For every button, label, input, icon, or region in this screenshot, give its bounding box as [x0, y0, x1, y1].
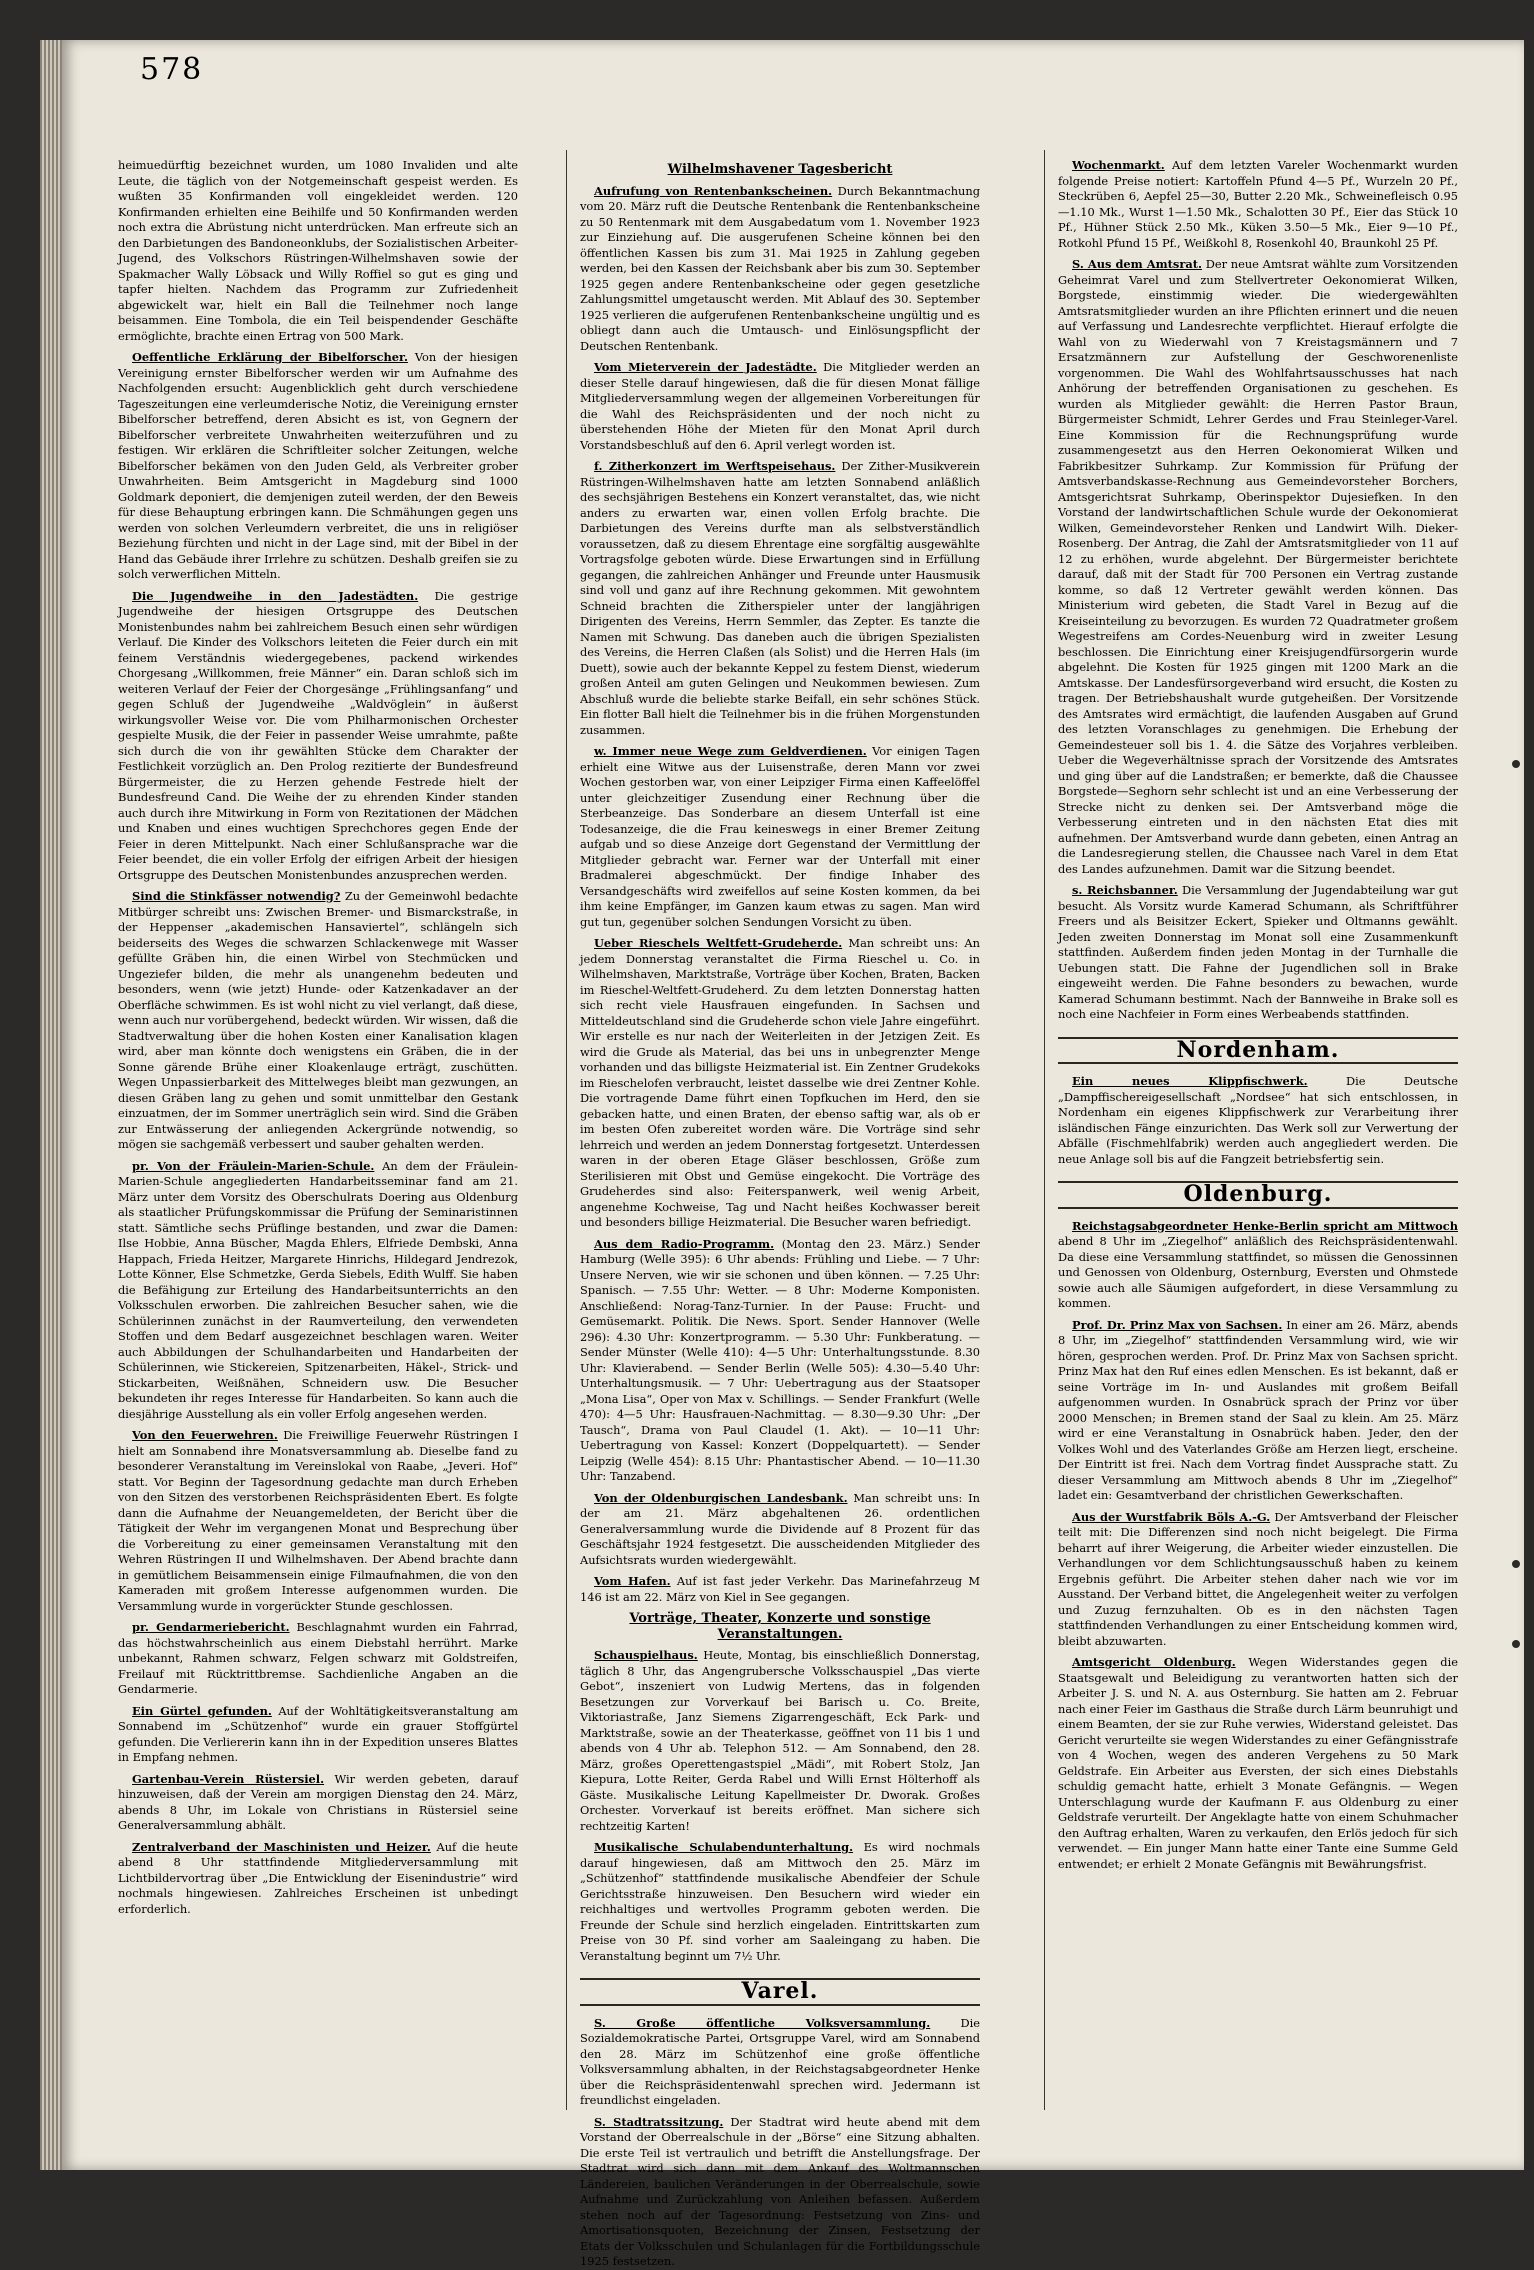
article-headline: Sind die Stinkfässer notwendig?	[132, 889, 341, 903]
article-headline: Zentralverband der Maschinisten und Heizer.	[132, 1839, 431, 1854]
article-headline: Aufrufung von Rentenbankscheinen.	[594, 183, 833, 198]
article-text: Durch Bekanntmachung vom 20. März ruft die Deutsche Rentenbank die Rentenbankscheine zu 50 Rentenmark mit dem Ausgabedatum vom 1. November 1923 zur Einziehung auf. Die ausgerufenen Scheine können bei den öffentlichen Kassen bis zum 31. Mai 1925 in Zahlung gegeben werden, bei den Kassen der Reichsbank aber bis zum 30. September 1925 gegen andere Rentenbankscheine oder gegen gesetzliche Zahlungsmittel umgetauscht werden. Mit Ablauf des 30. September 1925 verlieren die aufgerufenen Rentenbankscheine ungültig und es obliegt dann auch die Umtausch- und Einlösungspflicht der Deutschen Rentenbank.	[580, 183, 981, 353]
article-headline: pr. Gendarmeriebericht.	[132, 1620, 290, 1634]
article-paragraph	[118, 350, 518, 583]
article-headline: Musikalische Schulabendunterhaltung.	[594, 1840, 854, 1854]
article-paragraph	[580, 1840, 980, 1964]
article-headline: Von der Oldenburgischen Landesbank.	[594, 1490, 848, 1505]
article-text: Wir werden gebeten, darauf hinzuweisen, daß der Verein am morgigen Dienstag den 24. März, abends 8 Uhr, im Lokale von Christians in Rüstersiel seine Generalversammlung abhält.	[118, 1771, 518, 1832]
region-heading: Varel.	[580, 1978, 980, 2006]
region-heading: Nordenham.	[1058, 1037, 1458, 1065]
column-1	[118, 158, 518, 2108]
article-headline: Ein Gürtel gefunden.	[132, 1703, 272, 1718]
article-text: Vor einigen Tagen erhielt eine Witwe aus der Luisenstraße, deren Mann vor zwei Wochen gestorben war, von einer Leipziger Firma einen Kaffeelöffel unter gleichzeitiger Zusendung einer Rechnung über die Sterbeanzeige. Das Sonderbare an diesem Unterfall ist eine Todesanzeige, die die Frau keineswegs in einer Bremer Zeitung aufgab und so diese Anzeige dort Gegenstand der Vermittlung der Mitglieder gebracht war. Ferner war der Unterfall mit einer Bradmalerei abgeschmückt. Der findige Inhaber des Versandgeschäfts wird zweifellos auf seine Kosten kommen, da bei ihm keine Empfänger, im Ganzen kaum etwas zu sagen. Man wird gut tun, gegenüber solchen Sendungen Vorsicht zu üben.	[580, 744, 981, 929]
article-headline: Prof. Dr. Prinz Max von Sachsen.	[1072, 1317, 1283, 1332]
article-headline: Reichstagsabgeordneter Henke-Berlin spricht am Mittwoch	[1072, 1218, 1458, 1233]
article-headline: Von den Feuerwehren.	[132, 1428, 278, 1442]
article-text: Die Sozialdemokratische Partei, Ortsgruppe Varel, wird am Sonnabend den 28. März im Schützenhof eine große öffentliche Volksversammlung abhalten, in der Reichstagsabgeordneter Henke über die Reichspräsidentenwahl sprechen wird. Jedermann ist freundlichst eingeladen.	[580, 2015, 981, 2107]
article-text: Die gestrige Jugendweihe der hiesigen Ortsgruppe des Deutschen Monistenbundes nahm bei zahlreichem Besuch einen sehr würdigen Verlauf. Die Kinder des Volkschors leiteten die Feier durch ein mit feinem Verständnis wiedergegebenes, packend wirkendes Chorgesang „Willkommen, freie Männer“ ein. Daran schloß sich im weiteren Verlauf der Feier der Chorgesänge „Frühlingsanfang“ und gegen Schluß der Jugendweihe „Waldvöglein“ in äußerst wirkungsvoller Weise vor. Die vom Philharmonischen Orchester gespielte Musik, die der Feier in passender Weise umrahmte, paßte sich durch die von ihr gewählten Stücke dem Charakter der Festlichkeit vorzüglich an. Den Prolog rezitierte der Bundesfreund Bürgermeister, die zu Herzen gehende Festrede hielt der Bundesfreund Cand. Die Weihe der zu ehrenden Kinder standen auch durch ihre Mitwirkung in Form von Rezitationen der Mädchen und Knaben und eines wuchtigen Sprechchores gegen Ende der Feier in deren Mittelpunkt. Nach einer Schlußansprache war die Feier beendet, die ein voller Erfolg der eifrigen Arbeit der hiesigen Ortsgruppe des Deutschen Monistenbundes anzusprechen werden.	[118, 588, 518, 882]
hole-mark	[1512, 760, 1520, 768]
article-paragraph	[580, 2115, 980, 2270]
article-text: Heute, Montag, bis einschließlich Donnerstag, täglich 8 Uhr, das Angengrubersche Volksschauspiel „Das vierte Gebot“, inszeniert von Ludwig Mertens, das in folgenden Besetzungen zur Vorverkauf bei Barisch u. Co. Breite, Viktoriastraße, Janz Siemens Zigarrengeschäft, Eck Park- und Marktstraße, sowie an der Theaterkasse, geöffnet von 11 bis 1 und abends von 4 Uhr ab. Telephon 512. — Am Sonnabend, den 28. März, großes Operettengastspiel „Mädi“, mit Robert Stolz, Jan Kiepura, Lotte Reiter, Gerda Rabel und Willi Ernst Hölterhoff als Gäste. Musikalische Leitung Kapellmeister Dr. Dworak. Großes Orchester. Vorverkauf ist bereits eröffnet. Man sichere sich rechtzeitig Karten!	[580, 1648, 981, 1833]
article-text: Auf dem letzten Vareler Wochenmarkt wurden folgende Preise notiert: Kartoffeln Pfund 4—5 Pf., Wurzeln 20 Pf., Steckrüben 6, Aepfel 25—30, Butter 2.20 Mk., Schweinefleisch 0.95—1.10 Mk., Wurst 1—1.50 Mk., Schalotten 30 Pf., Eier das Stück 10 Pf., Hühner Stück 2.50 Mk., Küken 3.50—5 Mk., Eier 9—10 Pf., Rotkohl Pfund 15 Pf., Weißkohl 8, Rosenkohl 40, Braunkohl 25 Pf.	[1058, 158, 1458, 250]
region-heading: Oldenburg.	[1058, 1181, 1458, 1209]
article-paragraph	[118, 1772, 518, 1834]
article-text: Zu der Gemeinwohl bedachte Mitbürger schreibt uns: Zwischen Bremer- und Bismarckstraße, in der Heppenser „akademischen Hansaviertel“, schlängeln sich beiderseits des Weges die schwarzen Schlackenwege mit Wasser gefüllte Gräben hin, die einen Wirbel von Stechmücken und Ungeziefer bilden, die mehr als unangenehm bedeuten und besonders, wenn (wie jetzt) Hunde- oder Katzenkadaver an der Oberfläche schwimmen. Es ist wohl nicht zu viel verlangt, daß diese, wenn auch nur vorübergehend, bedeckt würden. Wir wissen, daß die Stadtverwaltung über die hohen Kosten einer Kanalisation klagen wird, aber man könnte doch wenigstens ein Gräben, die in der Sonne gärende Brühe einer Kloakenlauge erträgt, zuschütten. Wegen Unpassierbarkeit des Mittelweges bleibt man gezwungen, an diesen Gräben lang zu gehen und somit unmittelbar den Gestank einzuatmen, der im Sommer unerträglich sein wird. Sind die Gräben zur Entwässerung der anliegenden Ackergründe notwendig, so mögen sie sachgemäß verbessert und sauber gehalten werden.	[118, 889, 519, 1151]
article-paragraph	[580, 1648, 980, 1834]
hole-mark	[1512, 1560, 1520, 1568]
article-paragraph	[118, 889, 518, 1153]
article-text: Der neue Amtsrat wählte zum Vorsitzenden Geheimrat Varel und zum Stellvertreter Oekonomierat Wilken, Borgstede, einstimmig wieder. Die wiedergewählten Amtsratsmitglieder wurden an ihre Pflichten erinnert und die neuen auf Verfassung und Landesrechte verpflichtet. Hierauf erfolgte die Wahl von zu Wiederwahl von 7 Kreistagsmännern und 7 Ersatzmännern zur Aufstellung der Geschworenenliste vorgenommen. Die Wahl des Wohlfahrtsausschusses hat nach Anhörung der betreffenden Organisationen zu geschehen. Es wurden als Mitglieder gewählt: die Herren Pastor Braun, Bürgermeister Schmidt, Lehrer Gerdes und Frau Steinleger-Varel. Eine Kommission für die Rechnungsprüfung wurde zusammengesetzt aus den Herren Oekonomierat Wilken und Fabrikbesitzer Suhrkamp. Zur Kommission für Prüfung der Amtsverbandskasse-Rechnung aus Gemeindevorsteher Borchers, Amtsgerichtsrat Suhrkamp, Oberinspektor Dujesiefken. In den Vorstand der landwirtschaftlichen Schule wurde der Oekonomierat Wilken, Gemeindevorsteher Renken und Landwirt Wilh. Dieker-Rosenberg. Der Antrag, die Zahl der Amtsratsmitglieder von 11 auf 12 zu erhöhen, wurde abgelehnt. Der Bürgermeister berichtete darauf, daß mit der Stadt für 700 Personen ein Vertrag zustande komme, so daß 12 Vertreter gewählt werden können. Das Ministerium wird gebeten, die Stadt Varel in Bezug auf die Kreiseinteilung zu bevorzugen. Es wurden 72 Quadratmeter großem Wegestreifens am Cordes-Neuenburg wird in zweiter Lesung beschlossen. Die Einrichtung einer Kreisjugendfürsorgerin wurde abgelehnt. Die Kosten für 1925 gingen mit 1200 Mark an die Amtskasse. Der Landesfürsorgeverband wird ersucht, die Kosten zu tragen. Der Betriebshaushalt wurde gutgeheißen. Der Vorsitzende des Amtsrates wird ermächtigt, die laufenden Ausgaben auf Grund des letzten Voranschlages zu genehmigen. Die Erhebung der Gemeindesteuer soll bis 1. 4. die Sätze des Vorjahres verbleiben. Ueber die Wegeverhältnisse sprach der Vorsitzende des Amtsrates und ging über auf die Landstraßen; er bemerkte, daß die Chaussee Borgstede—Seghorn sehr schlecht ist und an eine Verbesserung der Strecke nicht zu denken sei. Der Amtsverband möge die Verbesserung eintreten und in den nächsten Etat dies mit aufnehmen. Der Amtsverband wurde dann gebeten, einen Antrag an die Landesregierung stellen, die Chaussee nach Varel in dem Etat des Landes aufzunehmen. Damit war die Sitzung beendet.	[1058, 257, 1459, 876]
article-text: Die Mitglieder werden an dieser Stelle darauf hingewiesen, daß die für diesen Monat fällige Mitgliederversammlung wegen der allgemeinen Vorbereitungen für die Wahl des Reichspräsidenten und der noch nicht zu überstehenden Höhe der Mieten für den Monat April durch Vorstandsbeschluß auf den 6. April verlegt worden ist.	[580, 360, 980, 452]
article-headline: Amtsgericht Oldenburg.	[1072, 1655, 1236, 1669]
article-paragraph	[1058, 1074, 1458, 1167]
article-headline: s. Reichsbanner.	[1072, 883, 1178, 897]
article-headline: S. Große öffentliche Volksversammlung.	[594, 2015, 931, 2030]
article-text: Man schreibt uns: In der am 21. März abgehaltenen 26. ordentlichen Generalversammlung wurde die Dividende auf 8 Prozent für das Geschäftsjahr 1924 festgesetzt. Die ausscheidenden Mitglieder des Aufsichtsrats wurden wiedergewählt.	[580, 1490, 980, 1567]
article-headline: Schauspielhaus.	[594, 1648, 698, 1662]
article-text: Die Deutsche „Dampffischereigesellschaft „Nordsee“ hat sich entschlossen, in Nordenham ein eigenes Klippfischwerk zur Verarbeitung ihrer isländischen Fänge einzurichten. Das Werk soll zur Verwertung der Abfälle (Fischmehlfabrik) werden auch angegliedert werden. Die neue Anlage soll bis auf die Fangzeit betriebsfertig sein.	[1058, 1074, 1458, 1166]
article-paragraph	[580, 184, 980, 355]
article-headline: f. Zitherkonzert im Werftspeisehaus.	[594, 459, 836, 473]
article-text: Beschlagnahmt wurden ein Fahrrad, das höchstwahrscheinlich aus einem Diebstahl herrührt. Marke unbekannt, Rahmen schwarz, Felgen schwarz mit Goldstreifen, Freilauf mit Rücktrittbremse. Sachdienliche Angaben an die Gendarmerie.	[118, 1620, 518, 1696]
article-headline: Die Jugendweihe in den Jadestädten.	[132, 588, 419, 603]
column-rule	[1044, 150, 1045, 2110]
article-text: heimuedürftig bezeichnet wurden, um 1080 Invaliden und alte Leute, die täglich von der Notgemeinschaft gespeist werden. Es wußten 35 Konfirmanden voll eingekleidet werden. 120 Konfirmanden erhielten eine Beihilfe und 50 Konfirmanden werden noch extra die Abrüstung nicht unterdrücken. Man erfreute sich an den Darbietungen des Bandoneonklubs, der Sozialistischen Arbeiter-Jugend, des Volkschors Rüstringen-Wilhelmshaven sowie der Spakmacher Wally Löbsack und Willy Roffiel so gut es ging und tapfer hielten. Nachdem das Programm zur Zufriedenheit abgewickelt war, hielt ein Ball die Teilnehmer noch lange beisammen. Eine Tombola, die ein Teil beispendender Geschäfte ermöglichte, brachte einen Ertrag von 500 Mark.	[118, 158, 518, 343]
article-headline: Aus der Wurstfabrik Böls A.-G.	[1072, 1509, 1271, 1524]
section-heading: Wilhelmshavener Tagesbericht	[667, 162, 893, 177]
article-paragraph	[1058, 158, 1458, 251]
article-paragraph	[1058, 1318, 1458, 1504]
article-paragraph	[580, 1491, 980, 1569]
article-headline: pr. Von der Fräulein-Marien-Schule.	[132, 1158, 375, 1173]
article-paragraph	[580, 744, 980, 930]
article-headline: Vom Hafen.	[594, 1574, 671, 1588]
article-text: Man schreibt uns: An jedem Donnerstag veranstaltet die Firma Rieschel u. Co. in Wilhelmshaven, Marktstraße, Vorträge über Kochen, Braten, Backen im Rieschel-Weltfett-Grudeherd. Zu dem letzten Donnerstag hatten sich recht viele Hausfrauen eingefunden. In Sachsen und Mitteldeutschland sind die Grudeherde schon viele Jahre eingeführt. Wir erstelle es nur nach der Weiterleiten in der Jetzigen Zeit. Es wird die Grude als Material, das bei uns in unbegrenzter Menge vorhanden und das billigste Heizmaterial ist. Ein Zentner Grudekoks im Rieschelofen verbraucht, leistet dasselbe wie drei Zentner Kohle. Die vortragende Dame führt einen Topfkuchen im Herd, den sie gebacken hatte, und einen Braten, der ebenso saftig war, als ob er im besten Ofen zubereitet worden wäre. Die Vorträge sind sehr lehrreich und werden an jedem Donnerstag fortgesetzt. Unterdessen waren in der oberen Etage Gläser beschlossen, Größe zum Sterilisieren mit Obst und Gemüse eingekocht. Die Vorträge des Grudeherdes sind also: Feiterspanwerk, weil wenig Arbeit, angenehme Kochweise, Tag und Nacht heißes Kochwasser bereit und besonders billige Heizmaterial. Die Besucher waren befriedigt.	[580, 936, 980, 1229]
column-2	[580, 158, 981, 2268]
article-headline: S. Aus dem Amtsrat.	[1072, 257, 1202, 271]
article-paragraph	[1058, 1219, 1458, 1312]
article-paragraph	[580, 360, 980, 453]
article-paragraph	[580, 459, 980, 738]
article-text: Von der hiesigen Vereinigung ernster Bibelforscher werden wir um Aufnahme des Nachfolgenden ersucht: Augenblicklich geht durch verschiedene Tageszeitungen eine verleumderische Notiz, die Vereinigung ernster Bibelforscher betreffend, deren Absicht es ist, von Gegnern der Bibelforscher verbreitete Unwahrheiten weiterzuführen und zu festigen. Wir erklären die Schriftleiter solcher Zeitungen, welche Bibelforscher bekämen von den Juden Geld, als Verbreiter grober Unwahrheiten. Beim Amtsgericht in Magdeburg sind 1000 Goldmark deponiert, die demjenigen zuteil werden, der den Beweis für diese Behauptung erbringen kann. Die Schmähungen gegen uns werden von solchen Verleumdern verbreitet, die uns in religiöser Beziehung fürchten und nicht in der Lage sind, mit der Bibel in der Hand das Gebäude ihrer Irrlehre zu schützen. Deshalb greifen sie zu solch verwerflichen Mitteln.	[118, 350, 519, 581]
article-paragraph	[580, 1237, 980, 1485]
article-headline: Wochenmarkt.	[1072, 158, 1165, 172]
article-text: Die Versammlung der Jugendabteilung war gut besucht. Als Vorsitz wurde Kamerad Schumann, als Schriftführer Freers und als Beisitzer Eckert, Spieker und Oltmanns gewählt. Jeden zweiten Donnerstag im Monat soll eine Zusammenkunft stattfinden. Außerdem finden jeden Montag in der Turnhalle die Uebungen statt. Die Fahne der Jugendlichen soll in Brake eingeweiht werden. Die Fahne besonders zu bewachen, wurde Kamerad Schumann bestimmt. Nach der Bannweihe in Brake soll es noch eine Nachfeier in Form eines Werbeabends stattfinden.	[1058, 883, 1459, 1021]
article-text: Der Amtsverband der Fleischer teilt mit: Die Differenzen sind noch nicht beigelegt. Die Firma beharrt auf ihrer Weigerung, die Arbeiter wieder einzustellen. Die Verhandlungen vor dem Schlichtungsausschuß haben zu keinem Ergebnis geführt. Die Arbeiter stehen daher nach wie vor im Ausstand. Der Verband bittet, die Angelegenheit weiter zu verfolgen und Zuzug fernzuhalten. Ob es in den nächsten Tagen stattfindenden Verhandlungen zu einer Entscheidung kommen wird, bleibt abzuwarten.	[1058, 1509, 1458, 1648]
article-paragraph	[580, 1574, 980, 1605]
article-paragraph	[118, 1428, 518, 1614]
article-paragraph	[1058, 257, 1458, 877]
article-paragraph	[1058, 883, 1458, 1023]
article-paragraph	[580, 2016, 980, 2109]
article-paragraph	[118, 158, 518, 344]
article-text: Die Freiwillige Feuerwehr Rüstringen I hielt am Sonnabend ihre Monatsversammlung ab. Dieselbe fand zu besonderer Veranstaltung im Vereinslokal von Raabe, „Jeveri. Hof“ statt. Vor Beginn der Tagesordnung gedachte man durch Erheben von den Sitzen des verstorbenen Reichspräsidenten Ebert. Es folgte dann die Aufnahme der Neuangemeldeten, der Bericht über die Tätigkeit der Wehr im vergangenen Monat und Besprechung über die Vorbereitung zu einer gemeinsamen Veranstaltung mit den Wehren Rüstringen II und Wilhelmshaven. Der Abend brachte dann in gemütlichem Beisammensein einige Filmaufnahmen, die von den Kameraden mit großem Interesse aufgenommen wurden. Die Versammlung wurde in vorgerückter Stunde geschlossen.	[118, 1428, 519, 1613]
article-headline: w. Immer neue Wege zum Geldverdienen.	[594, 744, 867, 758]
article-paragraph	[118, 1840, 518, 1918]
article-text: Auf der Wohltätigkeitsveranstaltung am Sonnabend im „Schützenhof“ wurde ein grauer Stoffgürtel gefunden. Die Verliererin kann ihn in der Expedition unseres Blattes in Empfang nehmen.	[118, 1703, 519, 1764]
article-text: Es wird nochmals darauf hingewiesen, daß am Mittwoch den 25. März im „Schützenhof“ stattfindende musikalische Abendfeier der Schule Gerichtsstraße hinzuweisen. Den Besuchern wird wieder ein reichhaltiges und wertvolles Programm geboten werden. Die Freunde der Schule sind herzlich eingeladen. Eintrittskarten zum Preise von 30 Pf. sind vorher am Saaleingang zu haben. Die Veranstaltung beginnt um 7½ Uhr.	[580, 1840, 980, 1963]
article-text: In einer am 26. März, abends 8 Uhr, im „Ziegelhof“ stattfindenden Versammlung wird, wie wir hören, gesprochen werden. Prof. Dr. Prinz Max von Sachsen spricht. Prinz Max hat den Ruf eines edlen Menschen. Es ist bekannt, daß er seine Vorträge im In- und Auslandes mit großem Beifall aufgenommen wurden. In Osnabrück sprach der Prinz vor über 2000 Menschen; in Bremen stand der Saal zu klein. Am 25. März wird er eine Veranstaltung in Osnabrück haben. Jeder, den der Volkes Wohl und des Vaterlandes Größe am Herzen liegt, erscheine. Der Eintritt ist frei. Nach dem Vortrag findet Aussprache statt. Zu dieser Versammlung am Mittwoch abends 8 Uhr im „Ziegelhof“ ladet ein: Gesamtverband der christlichen Gewerkschaften.	[1058, 1317, 1458, 1502]
article-text: (Montag den 23. März.) Sender Hamburg (Welle 395): 6 Uhr abends: Frühling und Liebe. — 7 Uhr: Unsere Nerven, wie wir sie schonen und üben können. — 7.25 Uhr: Spanisch. — 7.55 Uhr: Wetter. — 8 Uhr: Moderne Komponisten. Anschließend: Norag-Tanz-Turnier. In der Pause: Frucht- und Gemüsemarkt. Politik. Die News. Sport. Sender Hannover (Welle 296): 4.30 Uhr: Konzertprogramm. — 5.30 Uhr: Funkberatung. — Sender Münster (Welle 410): 4—5 Uhr: Unterhaltungsstunde. 8.30 Uhr: Klavierabend. — Sender Berlin (Welle 505): 4.30—5.40 Uhr: Unterhaltungsmusik. — 7 Uhr: Uebertragung aus der Staatsoper „Mona Lisa“, Oper von Max v. Schillings. — Sender Frankfurt (Welle 470): 4—5 Uhr: Hausfrauen-Nachmittag. — 8.30—9.30 Uhr: „Der Tausch“, Drama von Paul Claudel (1. Akt). — 10—11 Uhr: Uebertragung von Kassel: Konzert (Doppelquartett). — Sender Leipzig (Welle 454): 8.15 Uhr: Phantastischer Abend. — 10—11.30 Uhr: Tanzabend.	[580, 1236, 980, 1483]
article-headline: S. Stadtratssitzung.	[594, 2114, 724, 2129]
article-paragraph	[580, 936, 980, 1231]
article-headline: Ueber Rieschels Weltfett-Grudeherde.	[594, 936, 843, 950]
column-3	[1058, 158, 1458, 2108]
article-text: Der Stadtrat wird heute abend mit dem Vorstand der Oberrealschule in der „Börse“ eine Sitzung abhalten. Die erste Teil ist vertraulich und betrifft die Anstellungsfrage. Der Stadtrat wird sich dann mit dem Ankauf des Woltmannschen Ländereien, baulichen Veränderungen in der Oberrealschule, sowie Aufnahme und Zurückzahlung von Anleihen befassen. Außerdem stehen noch auf der Tagesordnung: Festsetzung von Zins- und Amortisationsquoten, Bezeichnung der Zinsen, Festsetzung der Etats der Volksschulen und Schulanlagen für die Fortbildungsschule 1925 festsetzen.	[580, 2114, 980, 2268]
article-text: An dem der Fräulein-Marien-Schule angegliederten Handarbeitsseminar fand am 21. März unter dem Vorsitz des Oberschulrats Doering aus Oldenburg als staatlicher Prüfungskommissar die Prüfung der Seminaristinnen statt. Sämtliche sechs Prüflinge bestanden, und zwar die Damen: Ilse Hobbie, Anna Büscher, Magda Ehlers, Elfriede Dembski, Anna Happach, Frieda Heitzer, Margarete Hinrichs, Hildegard Jendrezok, Lotte Könner, Else Schmetzke, Gerda Siebels, Edith Wulff. Sie haben die Befähigung zur Erteilung des Handarbeitsunterrichts an den Volksschulen erworben. Die zahlreichen Besucher sahen, wie die Schülerinnen zunächst in der Raumverteilung, den verwendeten Stoffen und dem Bedarf ausgezeichnet beschlagen waren. Weiter auch Abbildungen der Schulhandarbeiten und Handarbeiten der Schülerinnen, wie Stickereien, Spitzenarbeiten, Häkel-, Strick- und Stickarbeiten, Weißnähen, Schneidern usw. Die Besucher bekundeten ihr reges Interesse für Handarbeiten. So kann auch die diesjährige Ausstellung als ein voller Erfolg angesehen werden.	[118, 1158, 518, 1421]
article-paragraph	[1058, 1510, 1458, 1650]
article-paragraph	[118, 1704, 518, 1766]
article-headline: Gartenbau-Verein Rüstersiel.	[132, 1771, 325, 1786]
page-number: 578	[140, 52, 204, 87]
article-text: Wegen Widerstandes gegen die Staatsgewalt und Beleidigung zu verantworten hatten sich der Arbeiter J. S. und N. A. aus Osternburg. Sie hatten am 2. Februar nach einer Feier im Gasthaus die Straße durch Lärm beunruhigt und einem Beamten, der sie zur Ruhe verwies, Widerstand geleistet. Das Gericht verurteilte sie wegen Widerstandes zu einer Gefängnisstrafe von 4 Wochen, wegen des anderen Vergehens zu 50 Mark Geldstrafe. Ein Arbeiter aus Eversten, der sich eines Diebstahls schuldig gemacht hatte, erhielt 3 Monate Gefängnis. — Wegen Unterschlagung wurde der Kaufmann F. aus Oldenburg zu einer Geldstrafe verurteilt. Der Angeklagte hatte von einem Schuhmacher den Auftrag erhalten, Waren zu verkaufen, den Erlös jedoch für sich verwendet. — Ein junger Mann hatte einer Tante eine Summe Geld entwendet; er erhielt 2 Monate Gefängnis mit Bewährungsfrist.	[1058, 1655, 1458, 1871]
article-paragraph	[118, 589, 518, 884]
article-paragraph	[118, 1159, 518, 1423]
article-text: Auf ist fast jeder Verkehr. Das Marinefahrzeug M 146 ist am 22. März von Kiel in See gegangen.	[580, 1574, 980, 1604]
article-headline: Aus dem Radio-Programm.	[594, 1236, 775, 1251]
article-headline: Oeffentliche Erklärung der Bibelforscher.	[132, 350, 408, 364]
section-heading: Vorträge, Theater, Konzerte und sonstige Veranstaltungen.	[629, 1611, 931, 1642]
column-rule	[566, 150, 567, 2110]
article-headline: Ein neues Klippfischwerk.	[1072, 1074, 1308, 1088]
article-paragraph	[1058, 1655, 1458, 1872]
hole-mark	[1512, 1640, 1520, 1648]
article-text: Der Zither-Musikverein Rüstringen-Wilhelmshaven hatte am letzten Sonnabend anläßlich des sechsjährigen Bestehens ein Konzert veranstaltet, das, wie nicht anders zu erwarten war, einen vollen Erfolg brachte. Die Darbietungen des Vereins durfte man als selbstverständlich voraussetzen, daß zu diesem Ehrentage eine sorgfältig ausgewählte Vortragsfolge geboten würde. Diese Erwartungen sind in Erfüllung gegangen, die zahlreichen Anhänger und Freunde unter Hausmusik sind voll und ganz auf ihre Rechnung gekommen. Mit gewohntem Schneid brachten die Zitherspieler unter der langjährigen Dirigenten des Vereins, Herrn Semmler, das Zepter. Es tanzte die Namen mit Schwung. Das daneben auch die übrigen Spezialisten des Vereins, die Herren Claßen (als Solist) und die Herren Hals (im Duett), sowie auch der bekannte Keppel zu festem Dienst, wiederum großen Anteil am guten Gelingen und Neukommen bewiesen. Zum Abschluß wurde die beliebte starke Beifall, ein sehr schönes Stück. Ein flotter Ball hielt die Teilnehmer bis in die frühen Morgenstunden zusammen.	[580, 459, 981, 737]
article-paragraph	[118, 1620, 518, 1698]
article-text: Auf die heute abend 8 Uhr stattfindende Mitgliederversammlung mit Lichtbildervortrag über „Die Entwicklung der Eisenindustrie“ wird nochmals hingewiesen. Zahlreiches Erscheinen ist unbedingt erforderlich.	[118, 1839, 518, 1916]
article-headline: Vom Mieterverein der Jadestädte.	[594, 360, 817, 374]
article-text: abend 8 Uhr im „Ziegelhof“ anläßlich des Reichspräsidentenwahl. Da diese eine Versammlung stattfindet, so müssen die Genossinnen und Genossen von Oldenburg, Osternburg, Eversten und Ohmstede sowie auch alle Säumigen aufgefordert, in diese Versammlung zu kommen.	[1058, 1234, 1458, 1310]
